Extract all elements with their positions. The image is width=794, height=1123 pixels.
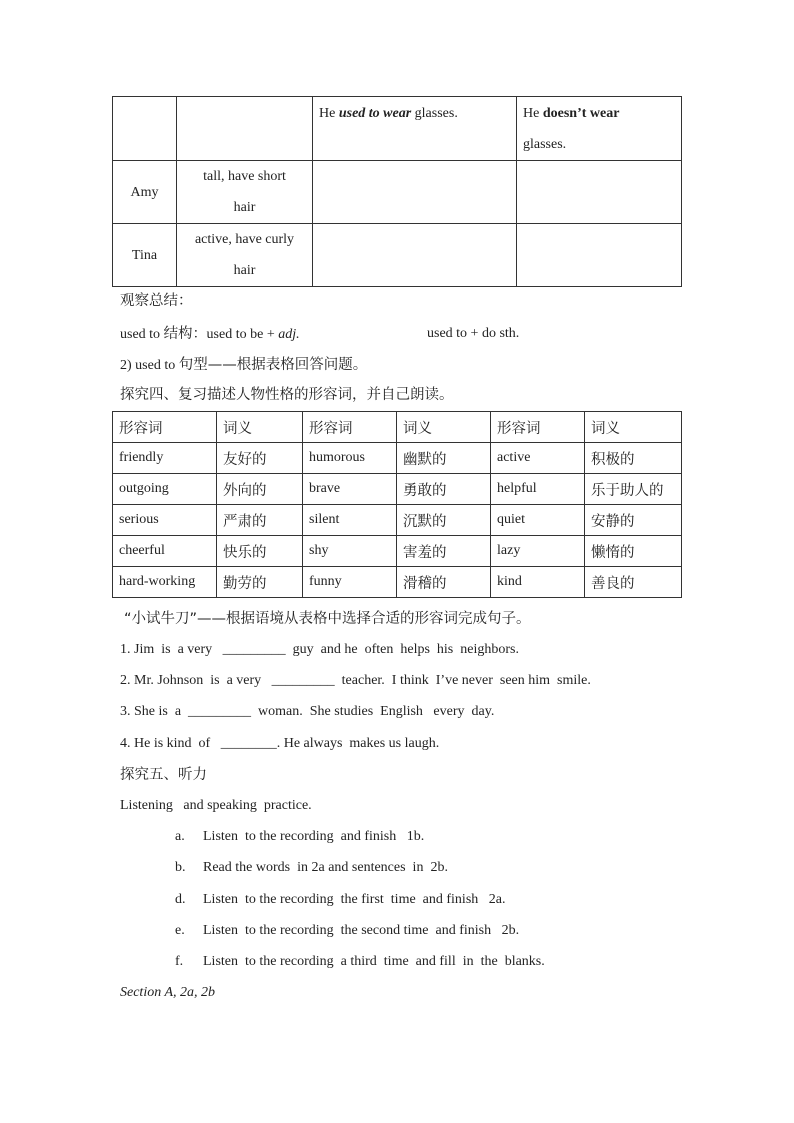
meaning: 勤劳的: [217, 567, 303, 598]
used-to-table: [112, 96, 682, 287]
adjective: helpful: [491, 474, 585, 505]
cell-text-emphasis: used to wear: [338, 106, 412, 121]
section-four-title: 探究四、复习描述人物性格的形容词，并自己朗读。: [120, 387, 454, 403]
description-line: hair: [233, 200, 256, 215]
adjective: lazy: [491, 536, 585, 567]
cell-text: He: [319, 106, 339, 121]
table-row: [113, 443, 682, 474]
answer-cell[interactable]: [313, 161, 517, 224]
header-used-to-wear: [313, 97, 517, 161]
summary-text-cn: 结构: [163, 326, 193, 342]
adjective: kind: [491, 567, 585, 598]
meaning: 积极的: [585, 443, 682, 474]
meaning: 乐于助人的: [585, 474, 682, 505]
person-name: Amy: [113, 161, 177, 224]
list-item-letter: e.: [175, 923, 185, 938]
list-item-text: Listen to the recording the first time and finish 2a.: [203, 892, 506, 907]
summary-question-line: [120, 355, 367, 376]
column-header: 形容词: [491, 412, 585, 443]
table-row: [113, 536, 682, 567]
summary-text: ：used to be +: [192, 327, 279, 342]
table-row: [113, 567, 682, 598]
meaning: 滑稽的: [397, 567, 491, 598]
meaning: 幽默的: [397, 443, 491, 474]
list-item-text: Listen to the recording and finish 1b.: [203, 829, 425, 844]
list-item: [175, 858, 448, 878]
meaning: 善良的: [585, 567, 682, 598]
meaning: 快乐的: [217, 536, 303, 567]
meaning: 害羞的: [397, 536, 491, 567]
table-row: [113, 161, 682, 224]
meaning: 懒惰的: [585, 536, 682, 567]
adjective: friendly: [113, 443, 217, 474]
adjective: hard-working: [113, 567, 217, 598]
adjective: serious: [113, 505, 217, 536]
person-name: Tina: [113, 224, 177, 287]
column-header: 形容词: [113, 412, 217, 443]
cell-text-bold: doesn’t wear: [542, 106, 620, 121]
adjective: shy: [303, 536, 397, 567]
column-header: 词义: [397, 412, 491, 443]
description-line: tall, have short: [203, 169, 286, 184]
person-description: [177, 224, 313, 287]
person-description: [177, 161, 313, 224]
answer-cell[interactable]: [517, 224, 682, 287]
cell-text: He: [523, 106, 543, 121]
meaning: 沉默的: [397, 505, 491, 536]
list-item: [175, 890, 505, 910]
table-row: [113, 505, 682, 536]
meaning: 外向的: [217, 474, 303, 505]
header-doesnt-wear: [517, 97, 682, 161]
adjective: humorous: [303, 443, 397, 474]
practice-sentence-1: 1. Jim is a very _________ guy and he often helps his neighbors.: [120, 642, 519, 657]
answer-cell[interactable]: [517, 161, 682, 224]
list-item-letter: d.: [175, 892, 186, 907]
cell-text: glasses.: [523, 137, 567, 152]
adjective: brave: [303, 474, 397, 505]
description-line: hair: [233, 263, 256, 278]
list-item-text: Listen to the recording a third time and fill in the blanks.: [203, 954, 545, 969]
list-item: [175, 921, 519, 941]
column-header: 词义: [217, 412, 303, 443]
description-line: active, have curly: [194, 232, 295, 247]
section-five-intro: Listening and speaking practice.: [120, 798, 312, 813]
adjective: active: [491, 443, 585, 474]
table-header-row: [113, 412, 682, 443]
table-cell: [113, 97, 177, 161]
list-item-text: Listen to the recording the second time and finish 2b.: [203, 923, 520, 938]
cell-text: glasses.: [411, 106, 458, 121]
table-row: [113, 474, 682, 505]
meaning: 安静的: [585, 505, 682, 536]
list-item-letter: f.: [175, 954, 184, 969]
adjective: cheerful: [113, 536, 217, 567]
adjective: quiet: [491, 505, 585, 536]
summary-structure-line: [120, 324, 300, 345]
practice-title: “小试牛刀”——根据语境从表格中选择合适的形容词完成句子。: [124, 611, 531, 627]
meaning: 友好的: [217, 443, 303, 474]
table-cell: [177, 97, 313, 161]
summary-adj: adj.: [278, 327, 300, 342]
adjective-table: [112, 411, 682, 598]
summary-structure-line-b: used to + do sth.: [427, 326, 520, 341]
summary-text: used to: [120, 327, 164, 342]
summary-text-cn: 句型——根据表格回答问题。: [178, 357, 368, 373]
column-header: 词义: [585, 412, 682, 443]
section-five-title: 探究五、听力: [120, 767, 207, 783]
answer-cell[interactable]: [313, 224, 517, 287]
practice-sentence-3: 3. She is a _________ woman. She studies English every day.: [120, 704, 495, 719]
practice-sentence-2: 2. Mr. Johnson is a very _________ teacher. I think I’ve never seen him smile.: [120, 673, 591, 688]
section-reference: Section A, 2a, 2b: [120, 985, 216, 1000]
table-row: [113, 97, 682, 161]
list-item-letter: a.: [175, 829, 185, 844]
adjective: outgoing: [113, 474, 217, 505]
summary-text: 2) used to: [120, 358, 179, 373]
meaning: 严肃的: [217, 505, 303, 536]
list-item-text: Read the words in 2a and sentences in 2b.: [203, 860, 448, 875]
table-row: [113, 224, 682, 287]
summary-title: 观察总结：: [120, 293, 193, 309]
list-item: [175, 952, 545, 972]
adjective: silent: [303, 505, 397, 536]
adjective: funny: [303, 567, 397, 598]
list-item-letter: b.: [175, 860, 186, 875]
practice-sentence-4: 4. He is kind of ________. He always makes us laugh.: [120, 736, 440, 751]
column-header: 形容词: [303, 412, 397, 443]
meaning: 勇敢的: [397, 474, 491, 505]
list-item: [175, 827, 424, 847]
